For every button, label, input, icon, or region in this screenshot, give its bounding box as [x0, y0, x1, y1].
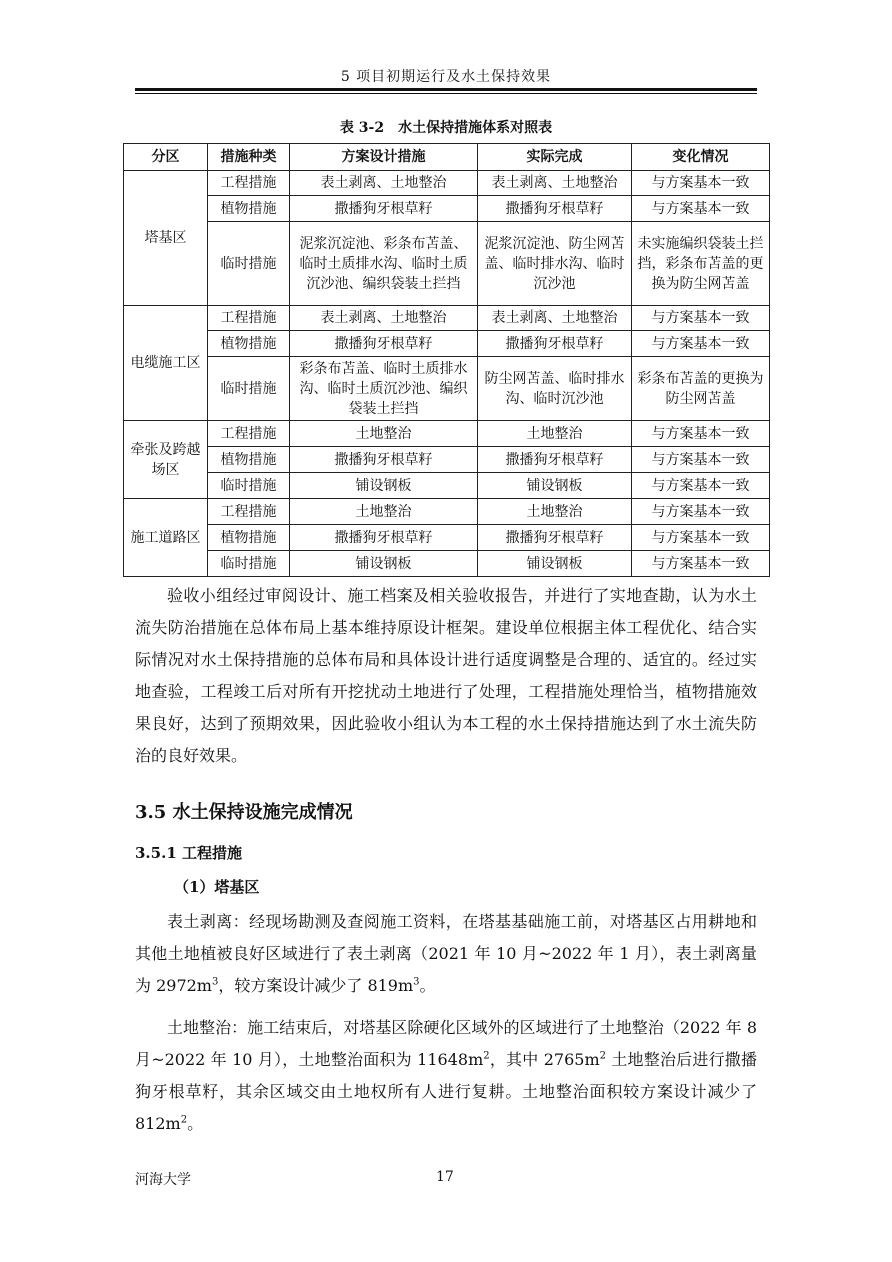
text-run: ，其中 2765m: [489, 1050, 600, 1069]
actual-cell: 泥浆沉淀池、防尘网苫盖、临时排水沟、临时沉沙池: [478, 222, 632, 306]
table-caption: 表 3-2 水土保持措施体系对照表: [339, 120, 553, 136]
design-cell: 表土剥离、土地整治: [290, 171, 478, 196]
table-row: [124, 447, 770, 473]
type-cell: 临时措施: [208, 473, 290, 499]
table-row: [124, 357, 770, 421]
actual-cell: 撒播狗牙根草籽: [478, 525, 632, 551]
change-cell: 与方案基本一致: [632, 551, 770, 577]
type-cell: 临时措施: [208, 222, 290, 306]
measures-table: [123, 143, 770, 577]
design-cell: 铺设钢板: [290, 473, 478, 499]
subsection-heading: 3.5.1 工程措施: [135, 844, 242, 862]
table-row: [124, 331, 770, 357]
actual-cell: 防尘网苫盖、临时排水沟、临时沉沙池: [478, 357, 632, 421]
type-cell: 临时措施: [208, 551, 290, 577]
table-row: [124, 551, 770, 577]
table-row: [124, 499, 770, 525]
change-cell: 与方案基本一致: [632, 331, 770, 357]
design-cell: 土地整治: [290, 421, 478, 447]
type-cell: 植物措施: [208, 196, 290, 222]
change-cell: 与方案基本一致: [632, 306, 770, 331]
type-cell: 工程措施: [208, 171, 290, 196]
actual-cell: 撒播狗牙根草籽: [478, 196, 632, 222]
topsoil-paragraph: [135, 906, 757, 1002]
text-run: 土地整治：施工结束后，对塔基区除硬化区域外的区域进行了土地整治（2022 年 8 月~2022 年 10 月），土地整治面积为 11648m: [135, 1018, 757, 1069]
actual-cell: 表土剥离、土地整治: [478, 171, 632, 196]
type-cell: 工程措施: [208, 306, 290, 331]
zone-cell: 牵张及跨越场区: [124, 421, 208, 499]
col-header-design: 方案设计措施: [290, 144, 478, 171]
col-header-zone: 分区: [124, 144, 208, 171]
paragraph-text: [135, 906, 757, 1002]
change-cell: 与方案基本一致: [632, 473, 770, 499]
table-row: [124, 473, 770, 499]
type-cell: 工程措施: [208, 421, 290, 447]
col-header-change: 变化情况: [632, 144, 770, 171]
design-cell: 撒播狗牙根草籽: [290, 447, 478, 473]
type-cell: 工程措施: [208, 499, 290, 525]
text-run: 表土剥离：经现场勘测及查阅施工资料，在塔基基础施工前，对塔基区占用耕地和其他土地植被良好区域进行了表土剥离（2021 年 10 月~2022 年 1 月），表土剥离量为 2972m: [135, 912, 757, 995]
type-cell: 植物措施: [208, 447, 290, 473]
superscript: 3: [211, 976, 219, 988]
design-cell: 泥浆沉淀池、彩条布苫盖、临时土质排水沟、临时土质沉沙池、编织袋装土拦挡: [290, 222, 478, 306]
change-cell: 与方案基本一致: [632, 447, 770, 473]
change-cell: 与方案基本一致: [632, 499, 770, 525]
type-cell: 临时措施: [208, 357, 290, 421]
change-cell: 与方案基本一致: [632, 421, 770, 447]
actual-cell: 铺设钢板: [478, 551, 632, 577]
change-cell: 与方案基本一致: [632, 196, 770, 222]
land-leveling-paragraph: [135, 1012, 757, 1140]
type-cell: 植物措施: [208, 331, 290, 357]
header-rule-thin: [135, 93, 757, 94]
superscript: 3: [413, 976, 420, 988]
table-row: [124, 421, 770, 447]
table-row: [124, 222, 770, 306]
text-run: 土地整治后进行撒播狗牙根草籽，其余区域交由土地权所有人进行复耕。土地整治面积较方案设计减少了 812m: [135, 1050, 757, 1133]
actual-cell: 土地整治: [478, 421, 632, 447]
actual-cell: 土地整治: [478, 499, 632, 525]
running-header: 5 项目初期运行及水土保持效果: [340, 69, 552, 85]
table-row: [124, 306, 770, 331]
superscript: 2: [599, 1050, 607, 1062]
design-cell: 撒播狗牙根草籽: [290, 196, 478, 222]
change-cell: 未实施编织袋装土拦挡，彩条布苫盖的更换为防尘网苫盖: [632, 222, 770, 306]
design-cell: 铺设钢板: [290, 551, 478, 577]
zone-cell: 塔基区: [124, 171, 208, 306]
table-header-row: [124, 144, 770, 171]
change-cell: 与方案基本一致: [632, 525, 770, 551]
zone-cell: 施工道路区: [124, 499, 208, 577]
text-run: 。: [187, 1114, 204, 1133]
design-cell: 表土剥离、土地整治: [290, 306, 478, 331]
acceptance-paragraph: [135, 580, 757, 772]
change-cell: 彩条布苫盖的更换为防尘网苫盖: [632, 357, 770, 421]
design-cell: 撒播狗牙根草籽: [290, 525, 478, 551]
actual-cell: 撒播狗牙根草籽: [478, 447, 632, 473]
paragraph-text: 验收小组经过审阅设计、施工档案及相关验收报告，并进行了实地查勘，认为水土流失防治措施在总体布局上基本维持原设计框架。建设单位根据主体工程优化、结合实际情况对水土保持措施的总体布局和具体设计进行适度调整是合理的、适宜的。经过实地查验，工程竣工后对所有开挖扰动土地进行了处理，工程措施处理恰当，植物措施效果良好，达到了预期效果，因此验收小组认为本工程的水土保持措施达到了水土流失防治的良好效果。: [135, 586, 757, 765]
design-cell: 撒播狗牙根草籽: [290, 331, 478, 357]
design-cell: 土地整治: [290, 499, 478, 525]
col-header-actual: 实际完成: [478, 144, 632, 171]
change-cell: 与方案基本一致: [632, 171, 770, 196]
superscript: 2: [483, 1050, 490, 1062]
page-number: 17: [436, 1169, 454, 1185]
paragraph-text: [135, 1012, 757, 1140]
actual-cell: 表土剥离、土地整治: [478, 306, 632, 331]
text-run: ，较方案设计减少了 819m: [218, 976, 414, 995]
table-row: [124, 196, 770, 222]
section-heading: 3.5 水土保持设施完成情况: [135, 802, 353, 823]
table-row: [124, 525, 770, 551]
zone-cell: 电缆施工区: [124, 306, 208, 421]
table-row: [124, 171, 770, 196]
design-cell: 彩条布苫盖、临时土质排水沟、临时土质沉沙池、编织袋装土拦挡: [290, 357, 478, 421]
footer-institution: 河海大学: [135, 1172, 191, 1188]
zone-heading: （1）塔基区: [174, 878, 260, 896]
superscript: 2: [180, 1114, 188, 1126]
actual-cell: 铺设钢板: [478, 473, 632, 499]
actual-cell: 撒播狗牙根草籽: [478, 331, 632, 357]
header-rule-thick: [135, 88, 757, 91]
text-run: 。: [419, 976, 436, 995]
col-header-type: 措施种类: [208, 144, 290, 171]
type-cell: 植物措施: [208, 525, 290, 551]
